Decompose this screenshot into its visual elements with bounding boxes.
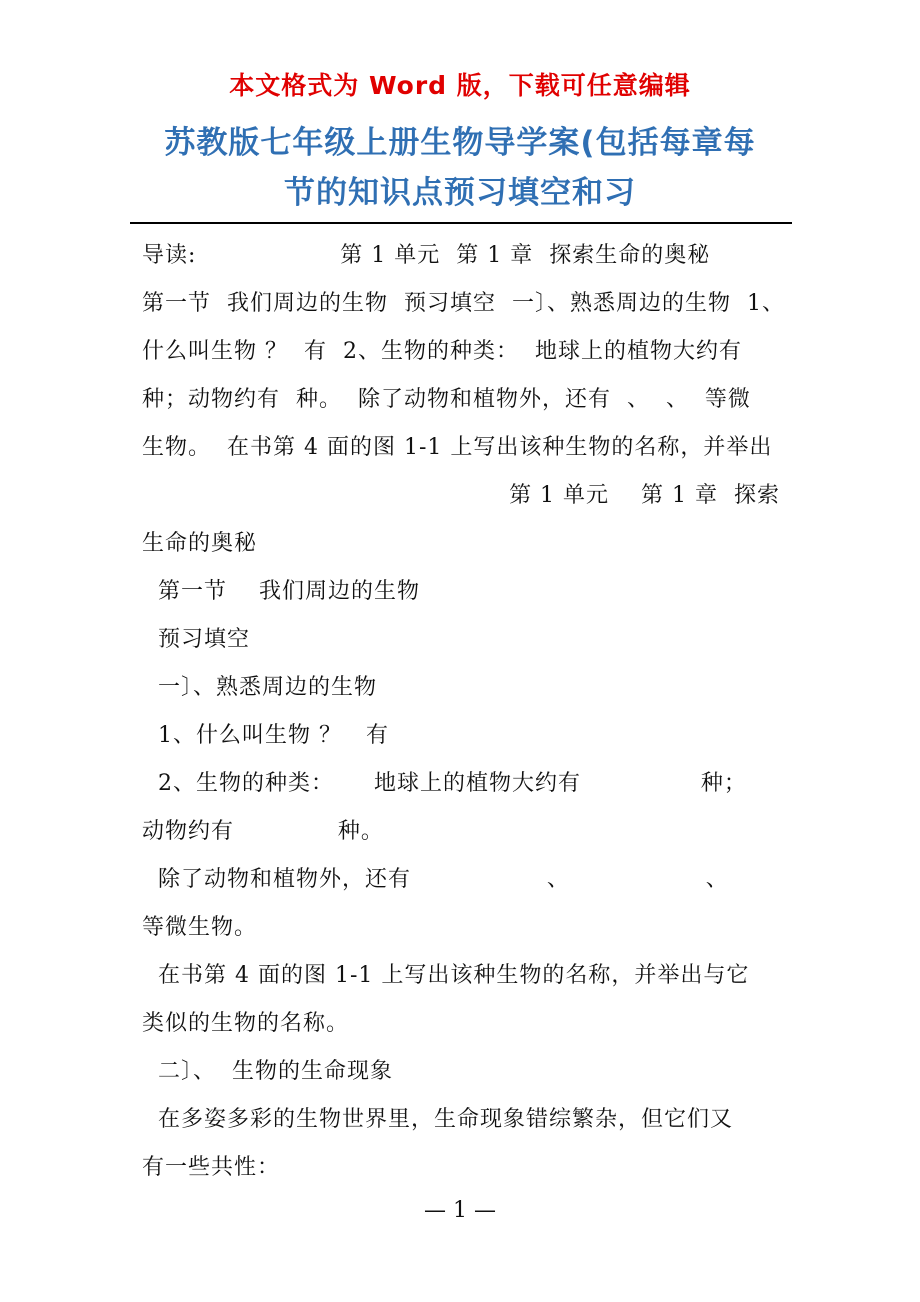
unit-heading-right: 第 1 单元 第 1 章 探索	[509, 483, 780, 508]
question-1: 1、什么叫生物 ？ 有	[142, 723, 389, 748]
format-banner: 本文格式为 Word 版，下载可任意编辑	[229, 71, 691, 100]
section-heading: 第一节 我们周边的生物	[142, 579, 420, 604]
intro-line-2: 第一节 我们周边的生物 预习填空 一〕、熟悉周边的生物 1、	[142, 291, 785, 316]
subsection-1: 一〕、熟悉周边的生物	[142, 675, 377, 700]
figure-line: 在书第 4 面的图 1-1 上写出该种生物的名称，并举出与它	[142, 963, 750, 988]
intro-line-4: 种；动物约有 种。 除了动物和植物外，还有 、 、 等微	[142, 387, 751, 412]
figure-line-cont: 类似的生物的名称。	[142, 1011, 350, 1036]
intro-line-5: 生物。 在书第 4 面的图 1-1 上写出该种生物的名称，并举出	[142, 435, 773, 460]
unit-heading-cont: 生命的奥秘	[142, 531, 258, 556]
life-phenomena-cont: 有一些共性：	[142, 1155, 281, 1180]
question-2: 2、生物的种类： 地球上的植物大约有 种；	[142, 771, 747, 796]
microbe-line: 除了动物和植物外，还有 、 、	[142, 867, 729, 892]
preview-heading: 预习填空	[142, 627, 250, 652]
intro-line-1: 导读: 第 1 单元 第 1 章 探索生命的奥秘	[142, 243, 711, 268]
title-line-2: 节的知识点预习填空和习	[284, 175, 636, 211]
microbe-line-cont: 等微生物。	[142, 915, 258, 940]
title-line-1: 苏教版七年级上册生物导学案(包括每章每	[164, 125, 756, 161]
intro-line-3: 什么叫生物 ？ 有 2、生物的种类： 地球上的植物大约有	[142, 339, 742, 364]
subsection-2: 二〕、 生物的生命现象	[142, 1059, 393, 1084]
page-number: — 1 —	[424, 1198, 496, 1223]
document-title	[120, 118, 800, 218]
question-2-cont: 动物约有 种。	[142, 819, 384, 844]
life-phenomena-line: 在多姿多彩的生物世界里，生命现象错综繁杂，但它们又	[142, 1107, 733, 1132]
title-divider	[130, 222, 792, 224]
